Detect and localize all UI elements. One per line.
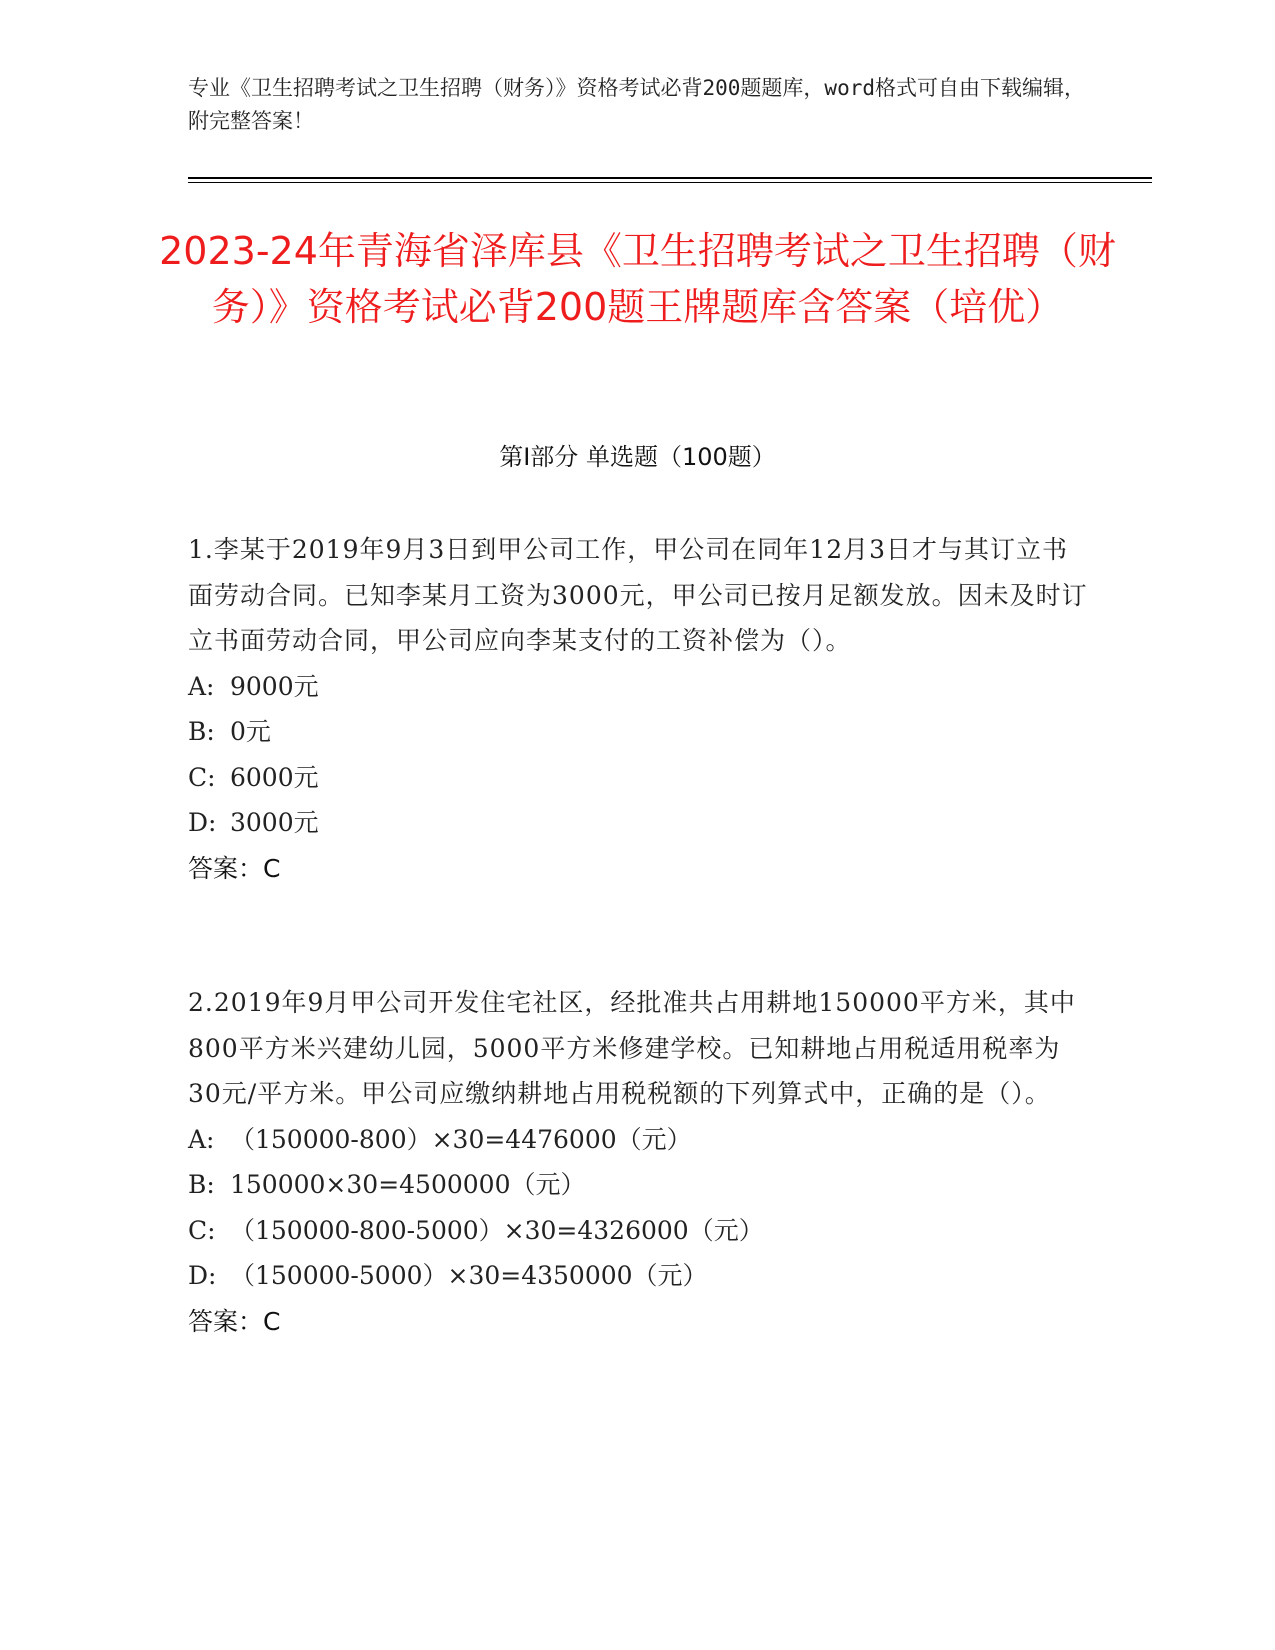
question-1 — [188, 527, 1088, 891]
question-2 — [188, 980, 1088, 1344]
option-b — [188, 709, 1088, 755]
option-a — [188, 1117, 1088, 1163]
option-letter: D: — [188, 808, 217, 837]
question-stem: 1.李某于2019年9月3日到甲公司工作，甲公司在同年12月3日才与其订立书面劳动合同。已知李某月工资为3000元，甲公司已按月足额发放。因未及时订立书面劳动合同，甲公司应向李某支付的工资补偿为（）。 — [188, 535, 1088, 655]
header-divider — [188, 177, 1152, 183]
option-text: （150000-800-5000）×30=4326000（元） — [230, 1215, 764, 1245]
section-heading: 第Ⅰ部分 单选题（100题） — [499, 443, 776, 471]
answer: 答案：C — [188, 1306, 281, 1336]
option-text: 150000×30=4500000（元） — [230, 1170, 586, 1199]
option-text: 6000元 — [230, 762, 319, 792]
option-letter: C: — [188, 762, 216, 792]
option-text: 0元 — [230, 717, 271, 746]
document-title: 2023-24年青海省泽库县《卫生招聘考试之卫生招聘（财务）》资格考试必背200题王牌题库含答案（培优） — [159, 229, 1116, 329]
option-letter: C: — [188, 1215, 216, 1245]
header-note: 专业《卫生招聘考试之卫生招聘（财务）》资格考试必背200题题库，word格式可自由下载编辑，附完整答案！ — [188, 76, 1085, 133]
answer: 答案：C — [188, 853, 281, 883]
option-text: 3000元 — [230, 808, 319, 837]
option-letter: D: — [188, 1261, 217, 1290]
option-text: （150000-5000）×30=4350000（元） — [230, 1261, 708, 1290]
option-b — [188, 1162, 1088, 1208]
option-c — [188, 755, 1088, 801]
option-a — [188, 664, 1088, 710]
option-letter: A: — [188, 671, 215, 701]
option-letter: B: — [188, 1170, 215, 1199]
option-letter: B: — [188, 717, 215, 746]
option-letter: A: — [188, 1124, 215, 1154]
option-text: （150000-800）×30=4476000（元） — [230, 1124, 692, 1154]
question-stem: 2.2019年9月甲公司开发住宅社区，经批准共占用耕地150000平方米，其中800平方米兴建幼儿园，5000平方米修建学校。已知耕地占用税适用税率为30元/平方米。甲公司应缴纳耕地占用税税额的下列算式中，正确的是（）。 — [188, 988, 1076, 1108]
option-c — [188, 1208, 1088, 1254]
option-d — [188, 1253, 1088, 1299]
option-text: 9000元 — [230, 671, 319, 701]
option-d — [188, 800, 1088, 846]
